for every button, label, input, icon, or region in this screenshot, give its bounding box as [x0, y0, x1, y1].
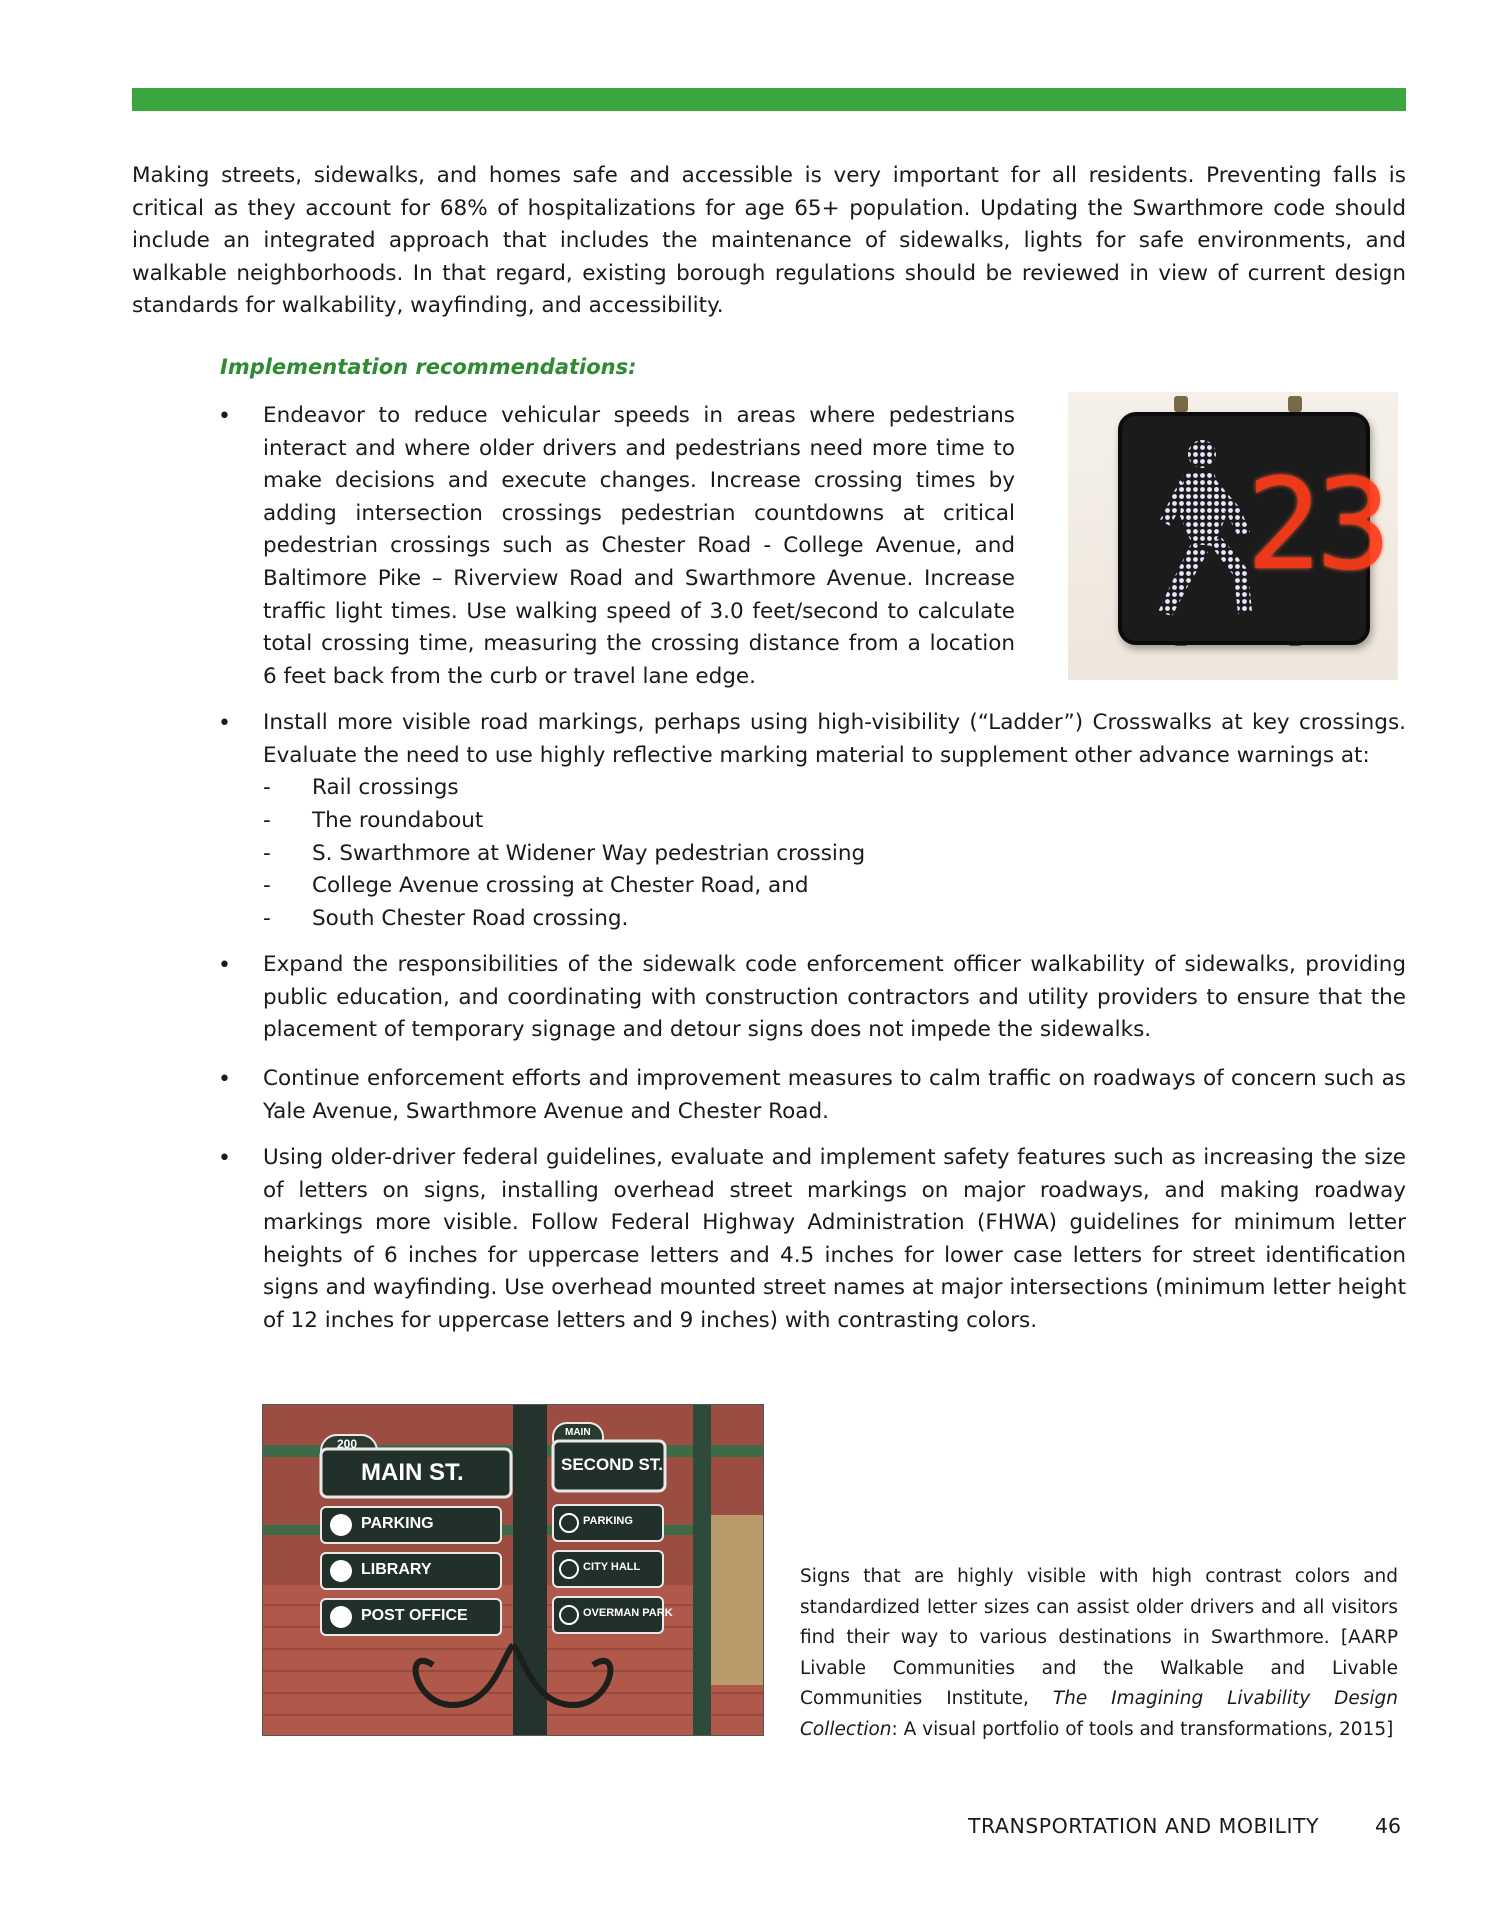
- sign-label: MAIN ST.: [361, 1459, 464, 1486]
- sub-item: Rail crossings: [312, 775, 459, 800]
- bullet-marker: •: [218, 1146, 231, 1171]
- sign-label: 200: [337, 1437, 358, 1451]
- sign-label: POST OFFICE: [361, 1607, 468, 1624]
- sign-label: SECOND ST.: [561, 1455, 664, 1474]
- implementation-heading: Implementation recommendations:: [220, 355, 637, 379]
- wayfinding-signs-photo: [262, 1404, 764, 1736]
- header-accent-bar: [132, 88, 1406, 111]
- bullet-marker: •: [218, 404, 231, 429]
- caption-title: The Imagining Livability Design Collection: [800, 1688, 1398, 1740]
- countdown-display: 23: [1246, 451, 1386, 598]
- sign-label: OVERMAN PARK: [583, 1607, 673, 1619]
- sub-item-marker: -: [263, 906, 271, 931]
- caption-text: Signs that are highly visible with high contrast colors and standardized letter sizes can assist older drivers and all visitors find their way to various destinations in Swarthmore. [AARP Livable Communities and the Walkable and Livable Communities Institute,: [800, 1566, 1398, 1710]
- bullet-item: Using older-driver federal guidelines, evaluate and implement safety features such as increasing the size of letters on signs, installing overhead street markings on major roadways, and making roadway markings more visible. Follow Federal Highway Administration (FHWA) guidelines for minimum letter heights of 6 inches for uppercase letters and 4.5 inches for lower case letters for street identification signs and wayfinding. Use overhead mounted street names at major intersections (minimum letter height of 12 inches for uppercase letters and 9 inches) with contrasting colors.: [263, 1145, 1406, 1333]
- pedestrian-countdown-photo: [1068, 392, 1398, 680]
- sub-item: South Chester Road crossing.: [312, 906, 629, 931]
- sign-label: MAIN: [565, 1427, 591, 1438]
- sub-item: College Avenue crossing at Chester Road, and: [312, 873, 809, 898]
- sign-label: PARKING: [361, 1515, 434, 1532]
- sub-item: S. Swarthmore at Widener Way pedestrian crossing: [312, 841, 866, 866]
- intro-paragraph: Making streets, sidewalks, and homes safe and accessible is very important for all residents. Preventing falls is critical as they account for 68% of hospitalizations for age 65+ population. Updating the Swarthmore code should include an integrated approach that includes the maintenance of sidewalks, lights for safe environments, and walkable neighborhoods. In that regard, existing borough regulations should be reviewed in view of current design standards for walkability, wayfinding, and accessibility.: [132, 163, 1406, 319]
- sub-item-marker: -: [263, 775, 271, 800]
- sign-label: CITY HALL: [583, 1561, 641, 1573]
- bullet-item: Expand the responsibilities of the sidewalk code enforcement officer walkability of sidewalks, providing public education, and coordinating with construction contractors and utility providers to ensure that the placement of temporary signage and detour signs does not impede the sidewalks.: [263, 952, 1406, 1043]
- signs-photo-scene: [263, 1405, 763, 1735]
- sign-label: PARKING: [583, 1515, 633, 1527]
- bullet-marker: •: [218, 711, 231, 736]
- sub-item-marker: -: [263, 873, 271, 898]
- sign-label: LIBRARY: [361, 1561, 432, 1578]
- caption-text-end: : A visual portfolio of tools and transformations, 2015]: [891, 1718, 1394, 1740]
- sub-item: The roundabout: [312, 808, 484, 833]
- bullet-item: Endeavor to reduce vehicular speeds in areas where pedestrians interact and where older drivers and pedestrians need more time to make decisions and execute changes. Increase crossing times by adding intersection crossings pedestrian countdowns at critical pedestrian crossings such as Chester Road - College Avenue, and Baltimore Pike – Riverview Road and Swarthmore Avenue. Increase traffic light times. Use walking speed of 3.0 feet/second to calculate total crossing time, measuring the crossing distance from a location 6 feet back from the curb or travel lane edge.: [263, 403, 1015, 689]
- photo-caption: [800, 1562, 1398, 1746]
- page-number: 46: [1375, 1814, 1402, 1838]
- bullet-item: Install more visible road markings, perhaps using high-visibility (“Ladder”) Crosswalks at key crossings. Evaluate the need to use highly reflective marking material to supplement other advance warnings at:: [263, 710, 1406, 768]
- bullet-marker: •: [218, 953, 231, 978]
- signal-housing: [1118, 412, 1386, 645]
- bullet-marker: •: [218, 1067, 231, 1092]
- bullet-item: Continue enforcement efforts and improvement measures to calm traffic on roadways of concern such as Yale Avenue, Swarthmore Avenue and Chester Road.: [263, 1066, 1406, 1124]
- sub-item-marker: -: [263, 808, 271, 833]
- sub-item-marker: -: [263, 841, 271, 866]
- footer-section-title: TRANSPORTATION AND MOBILITY: [968, 1814, 1320, 1838]
